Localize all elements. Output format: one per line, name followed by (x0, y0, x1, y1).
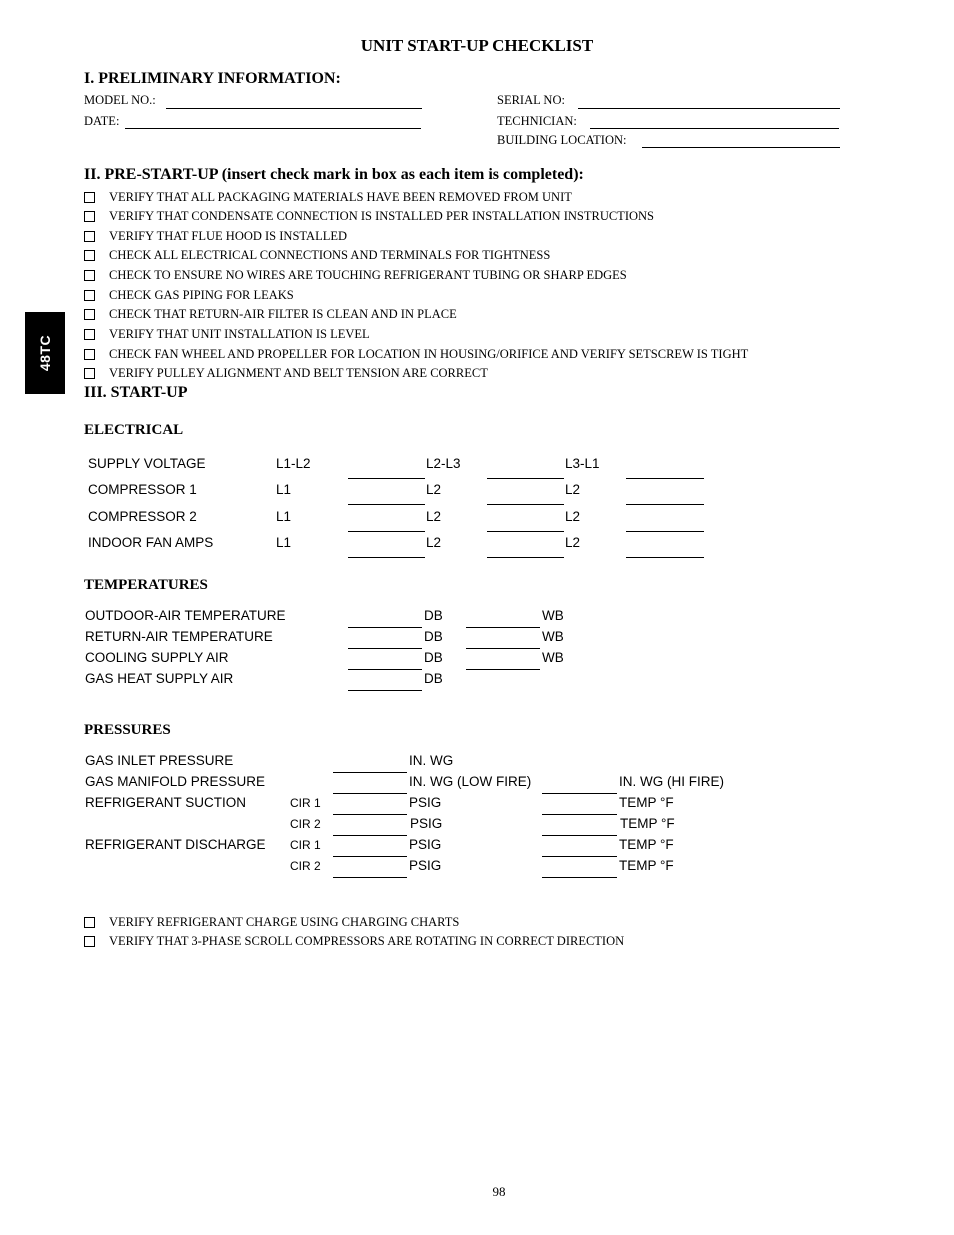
suction-cir1-psig-field[interactable] (333, 814, 407, 815)
final-check-label: VERIFY THAT 3-PHASE SCROLL COMPRESSORS ARE ROTATING IN CORRECT DIRECTION (109, 933, 625, 948)
prestart-item-label: VERIFY THAT ALL PACKAGING MATERIALS HAVE BEEN REMOVED FROM UNIT (109, 189, 572, 204)
electrical-phase-a: L1 (276, 509, 292, 524)
discharge-cir2-label: CIR 2 (290, 859, 321, 873)
electrical-phase-c: L2 (565, 509, 581, 524)
gas-inlet-unit: IN. WG (409, 753, 454, 768)
technician-label: TECHNICIAN: (497, 114, 577, 128)
final-check-label: VERIFY REFRIGERANT CHARGE USING CHARGING CHARTS (109, 914, 460, 929)
electrical-phase-b: L2-L3 (426, 456, 461, 471)
temp-unit: TEMP °F (619, 795, 674, 810)
supply-voltage-field-1[interactable] (348, 478, 425, 479)
discharge-cir1-temp-field[interactable] (542, 856, 617, 857)
return-wb-field[interactable] (466, 648, 540, 649)
electrical-phase-a: L1 (276, 482, 292, 497)
prestart-item-label: VERIFY THAT CONDENSATE CONNECTION IS INSTALLED PER INSTALLATION INSTRUCTIONS (109, 208, 654, 223)
prestart-heading: II. PRE-START-UP (insert check mark in box as each item is completed): (84, 166, 584, 183)
pressures-heading: PRESSURES (84, 722, 171, 738)
prestart-item-label: CHECK GAS PIPING FOR LEAKS (109, 287, 294, 302)
prestart-item-label: CHECK ALL ELECTRICAL CONNECTIONS AND TERMINALS FOR TIGHTNESS (109, 247, 551, 262)
gas-manifold-label: GAS MANIFOLD PRESSURE (85, 774, 266, 789)
prestart-item (84, 364, 488, 382)
electrical-phase-c: L3-L1 (565, 456, 600, 471)
checkbox[interactable] (84, 917, 95, 928)
gas-inlet-field[interactable] (333, 772, 407, 773)
prestart-item (84, 188, 572, 206)
gas-manifold-hi-field[interactable] (542, 793, 617, 794)
temperature-row-label: COOLING SUPPLY AIR (85, 650, 229, 665)
electrical-row-label: COMPRESSOR 1 (88, 482, 197, 497)
date-label: DATE: (84, 114, 120, 128)
compressor1-field-2[interactable] (487, 504, 564, 505)
compressor2-field-3[interactable] (626, 531, 704, 532)
gas-inlet-label: GAS INLET PRESSURE (85, 753, 234, 768)
building-field[interactable] (642, 147, 840, 148)
checkbox[interactable] (84, 329, 95, 340)
psig-unit: PSIG (409, 795, 442, 810)
electrical-phase-c: L2 (565, 535, 581, 550)
temp-unit: TEMP °F (619, 858, 674, 873)
prestart-item (84, 227, 347, 245)
electrical-phase-a: L1-L2 (276, 456, 311, 471)
outdoor-db-field[interactable] (348, 627, 422, 628)
checkbox[interactable] (84, 250, 95, 261)
temperature-row-label: OUTDOOR-AIR TEMPERATURE (85, 608, 286, 623)
side-tab-label: 48TC (37, 334, 53, 372)
preliminary-heading: I. PRELIMINARY INFORMATION: (84, 70, 341, 87)
psig-unit: PSIG (409, 837, 442, 852)
wb-unit: WB (542, 608, 564, 623)
checkbox[interactable] (84, 211, 95, 222)
gas-manifold-low-unit: IN. WG (LOW FIRE) (409, 774, 532, 789)
prestart-item-label: CHECK FAN WHEEL AND PROPELLER FOR LOCATION IN HOUSING/ORIFICE AND VERIFY SETSCREW IS TIGHT (109, 346, 749, 361)
checkbox[interactable] (84, 231, 95, 242)
compressor1-field-3[interactable] (626, 504, 704, 505)
outdoor-wb-field[interactable] (466, 627, 540, 628)
suction-cir1-label: CIR 1 (290, 796, 321, 810)
electrical-row-label: INDOOR FAN AMPS (88, 535, 214, 550)
prestart-item-label: VERIFY THAT UNIT INSTALLATION IS LEVEL (109, 326, 370, 341)
gas-heat-db-field[interactable] (348, 690, 422, 691)
psig-unit: PSIG (409, 858, 442, 873)
checkbox[interactable] (84, 309, 95, 320)
prestart-item-label: VERIFY PULLEY ALIGNMENT AND BELT TENSION ARE CORRECT (109, 365, 488, 380)
suction-cir2-psig-field[interactable] (333, 835, 407, 836)
final-check-item (84, 913, 459, 931)
temperature-row-label: GAS HEAT SUPPLY AIR (85, 671, 234, 686)
db-unit: DB (424, 650, 443, 665)
prestart-item (84, 305, 457, 323)
page-number: 98 (492, 1184, 506, 1199)
cooling-wb-field[interactable] (466, 669, 540, 670)
checkbox[interactable] (84, 368, 95, 379)
serial-label: SERIAL NO: (497, 93, 565, 107)
prestart-item (84, 286, 294, 304)
serial-field[interactable] (578, 108, 840, 109)
electrical-phase-a: L1 (276, 535, 292, 550)
electrical-phase-b: L2 (426, 482, 442, 497)
electrical-phase-b: L2 (426, 509, 442, 524)
compressor2-field-1[interactable] (348, 531, 425, 532)
electrical-phase-b: L2 (426, 535, 442, 550)
side-tab (25, 312, 65, 394)
discharge-cir2-temp-field[interactable] (542, 877, 617, 878)
temperature-row-label: RETURN-AIR TEMPERATURE (85, 629, 273, 644)
indoor-fan-field-1[interactable] (348, 557, 425, 558)
checkbox[interactable] (84, 192, 95, 203)
building-label: BUILDING LOCATION: (497, 133, 627, 147)
technician-field[interactable] (590, 128, 839, 129)
supply-voltage-field-2[interactable] (487, 478, 564, 479)
gas-manifold-low-field[interactable] (333, 793, 407, 794)
electrical-heading: ELECTRICAL (84, 422, 184, 438)
compressor1-field-1[interactable] (348, 504, 425, 505)
db-unit: DB (424, 671, 443, 686)
electrical-row-label: COMPRESSOR 2 (88, 509, 197, 524)
electrical-row-label: SUPPLY VOLTAGE (88, 456, 206, 471)
indoor-fan-field-2[interactable] (487, 557, 564, 558)
cooling-db-field[interactable] (348, 669, 422, 670)
model-field[interactable] (166, 108, 422, 109)
prestart-item-label: CHECK TO ENSURE NO WIRES ARE TOUCHING REFRIGERANT TUBING OR SHARP EDGES (109, 267, 627, 282)
checkbox[interactable] (84, 270, 95, 281)
wb-unit: WB (542, 629, 564, 644)
db-unit: DB (424, 629, 443, 644)
suction-label: REFRIGERANT SUCTION (85, 795, 247, 810)
wb-unit: WB (542, 650, 564, 665)
prestart-item (84, 207, 654, 225)
return-db-field[interactable] (348, 648, 422, 649)
checkbox[interactable] (84, 936, 95, 947)
prestart-item (84, 246, 550, 264)
temperatures-heading: TEMPERATURES (84, 577, 208, 593)
discharge-label: REFRIGERANT DISCHARGE (85, 837, 266, 852)
prestart-item-label: VERIFY THAT FLUE HOOD IS INSTALLED (109, 228, 348, 243)
model-label: MODEL NO.: (84, 93, 156, 107)
temp-unit: TEMP °F (619, 837, 674, 852)
discharge-cir1-label: CIR 1 (290, 838, 321, 852)
prestart-item-label: CHECK THAT RETURN-AIR FILTER IS CLEAN AND IN PLACE (109, 306, 457, 321)
prestart-item (84, 266, 627, 284)
suction-cir2-label: CIR 2 (290, 817, 321, 831)
prestart-item (84, 345, 748, 363)
prestart-item (84, 325, 370, 343)
date-field[interactable] (125, 128, 421, 129)
indoor-fan-field-3[interactable] (626, 557, 704, 558)
suction-cir1-temp-field[interactable] (542, 814, 617, 815)
checkbox[interactable] (84, 349, 95, 360)
psig-unit: PSIG (410, 816, 443, 831)
discharge-cir1-psig-field[interactable] (333, 856, 407, 857)
gas-manifold-hi-unit: IN. WG (HI FIRE) (619, 774, 724, 789)
db-unit: DB (424, 608, 443, 623)
supply-voltage-field-3[interactable] (626, 478, 704, 479)
compressor2-field-2[interactable] (487, 531, 564, 532)
discharge-cir2-psig-field[interactable] (333, 877, 407, 878)
electrical-phase-c: L2 (565, 482, 581, 497)
temp-unit: TEMP °F (620, 816, 675, 831)
checkbox[interactable] (84, 290, 95, 301)
startup-heading: III. START-UP (84, 384, 188, 401)
page-title: UNIT START-UP CHECKLIST (360, 36, 594, 55)
suction-cir2-temp-field[interactable] (542, 835, 617, 836)
final-check-item (84, 932, 624, 950)
